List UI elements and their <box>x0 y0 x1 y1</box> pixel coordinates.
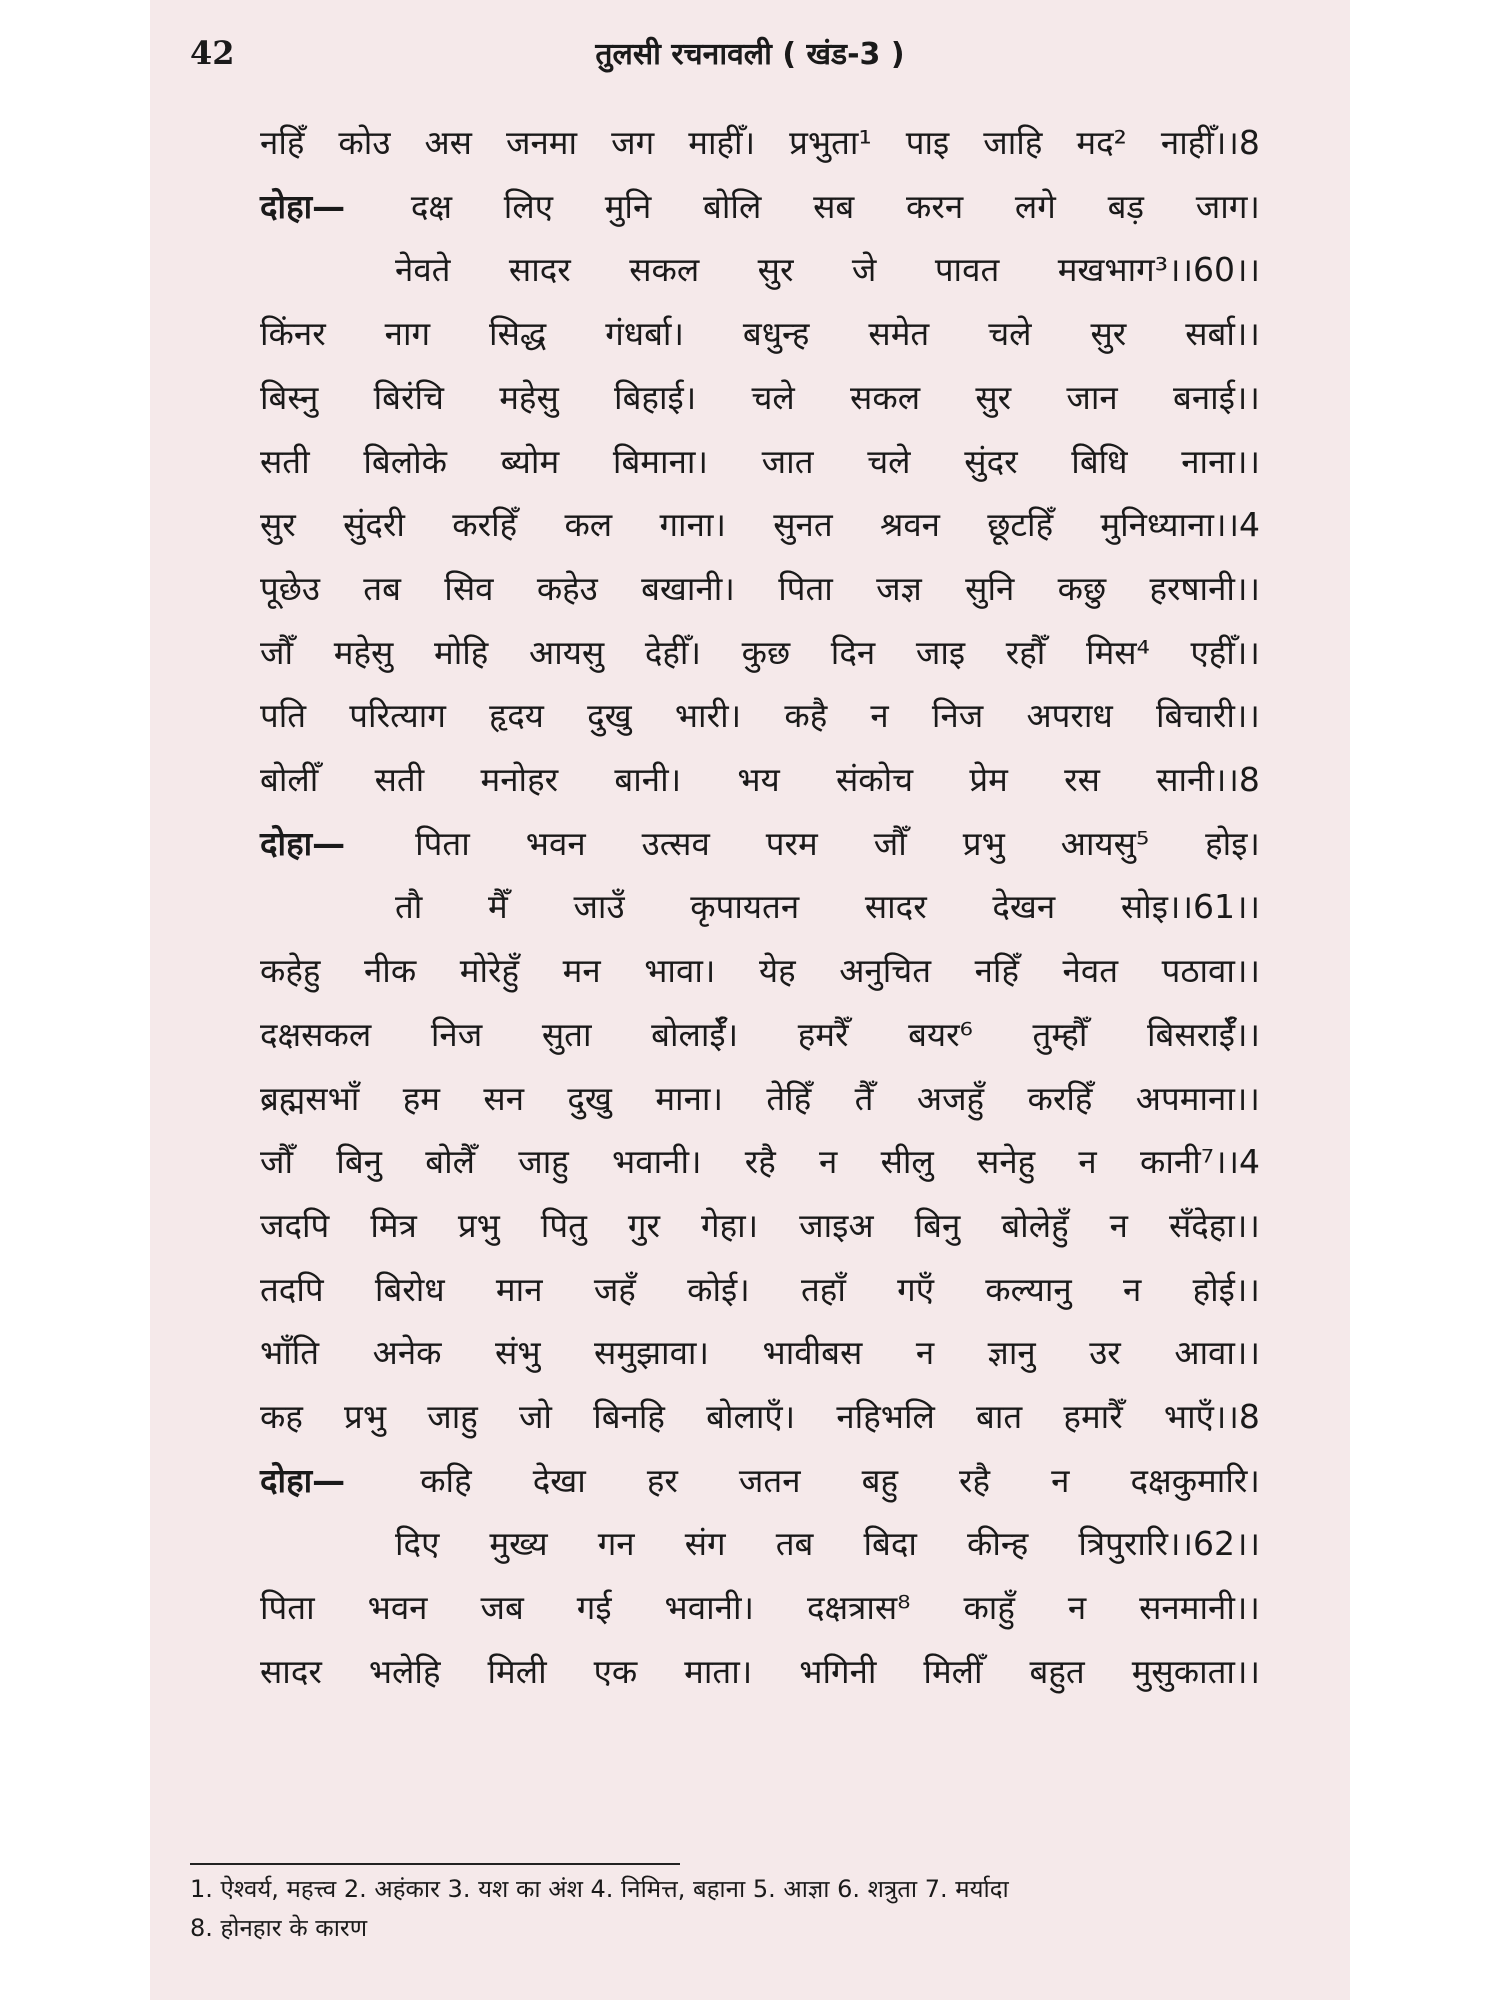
verse-line <box>260 941 1260 1001</box>
verse-word: देहीँ। <box>644 632 701 672</box>
verse-word: एहीँ।। <box>1190 632 1260 672</box>
page-header <box>190 28 1310 88</box>
verse-word: अपमाना।। <box>1135 1078 1260 1118</box>
verse-word: न <box>1078 1142 1097 1182</box>
verse-line <box>260 368 1260 428</box>
verse-word: जाइ <box>915 632 966 672</box>
verse-word: अजहुँ <box>916 1078 985 1118</box>
verse-word: सुंदरी <box>343 505 405 545</box>
verse-word: नेवत <box>1062 951 1119 991</box>
verse-word: दक्ष <box>410 186 453 226</box>
verse-word: भय <box>737 760 780 799</box>
verse-word: बात <box>976 1397 1023 1436</box>
verse-line <box>260 1132 1260 1192</box>
verse-word: महेसु <box>333 632 394 672</box>
verse-word: गुर <box>627 1205 660 1245</box>
verse-word: प्रेम <box>969 760 1008 799</box>
verse-word: भवानी। <box>612 1142 702 1182</box>
verse-word: दक्षसकल <box>260 1014 372 1054</box>
verse-word: अस <box>424 123 472 162</box>
doha-label: दोहा— <box>260 1460 346 1500</box>
verse-word: मान <box>495 1269 543 1309</box>
verse-word: सती <box>374 760 425 799</box>
verse-word: जतन <box>738 1460 801 1500</box>
verse-word: जौँ <box>260 1142 294 1182</box>
verse-word: गन <box>597 1524 635 1564</box>
doha-line <box>260 177 1260 237</box>
verse-word: ब्योम <box>500 441 560 481</box>
verse-word: आयसु <box>529 632 605 672</box>
verse-word: जान <box>1066 377 1118 417</box>
verse-word: निज <box>430 1014 483 1054</box>
verse-word: जात <box>761 441 814 481</box>
verse-word: उर <box>1089 1333 1121 1373</box>
verse-line <box>260 113 1260 173</box>
verse-word: चले <box>988 314 1032 354</box>
verse-word: सिव <box>444 568 494 608</box>
verse-word: न <box>819 1142 838 1182</box>
verse-word: मनोहर <box>480 760 559 799</box>
verse-word: पठावा।। <box>1161 951 1260 991</box>
verse-word: सती <box>260 441 310 481</box>
doha-second-line <box>260 877 1260 937</box>
doha-second-line <box>260 1514 1260 1574</box>
verse-word: समुझावा। <box>594 1333 709 1373</box>
verse-word: सुंदर <box>964 441 1018 481</box>
verse-word: तब <box>775 1524 814 1564</box>
verse-word: जो <box>518 1397 552 1436</box>
doha-line <box>260 1451 1260 1511</box>
verse-word: सँदेहा।। <box>1168 1205 1260 1245</box>
verse-word: गएँ <box>897 1269 934 1309</box>
verse-word: होई।। <box>1192 1269 1260 1309</box>
verse-line <box>260 559 1260 619</box>
verse-word: भवन <box>367 1588 428 1628</box>
verse-word: नाग <box>384 314 431 354</box>
verse-word: कहै <box>784 696 828 736</box>
page-number: 42 <box>190 34 235 72</box>
verse-word: तहाँ <box>801 1269 846 1309</box>
verse-word: बिरंचि <box>373 377 444 417</box>
verse-word: नहिँ <box>974 951 1019 991</box>
verse-word: ज्ञानु <box>987 1333 1036 1373</box>
verse-word: मोरेहुँ <box>459 951 520 991</box>
verse-word: पिता <box>260 1588 315 1628</box>
verse-word: सिद्ध <box>489 314 547 354</box>
verse-word: सकल <box>850 377 921 417</box>
verse-word: निज <box>931 696 984 736</box>
verse-word: मुसुकाता।। <box>1131 1651 1260 1691</box>
verse-word: तदपि <box>260 1269 324 1309</box>
verse-word: परम <box>765 823 818 863</box>
verse-line <box>260 1578 1260 1638</box>
verse-word: देखा <box>532 1460 586 1500</box>
verse-word: हमरैँ <box>797 1014 849 1054</box>
verse-word: सर्बा।। <box>1185 314 1260 354</box>
verse-word: मुनि <box>604 186 652 226</box>
verse-word: जाइअ <box>799 1205 874 1245</box>
verse-word: सादर <box>260 1651 322 1691</box>
verse-word: सकल <box>629 250 700 290</box>
verse-word: पिता <box>778 568 833 608</box>
verse-word: जाहि <box>983 123 1043 162</box>
verse-line <box>260 750 1260 810</box>
verse-word: जाहु <box>427 1397 478 1436</box>
verse-word: लगे <box>1014 186 1056 226</box>
verse-word: जे <box>851 250 877 290</box>
verse-word: बोलैँ <box>425 1142 475 1182</box>
verse-line <box>260 686 1260 746</box>
verse-line <box>260 1260 1260 1320</box>
verse-word: न <box>1051 1460 1070 1500</box>
verse-word: सोइ।।61।। <box>1120 887 1260 927</box>
verse-word: मोहि <box>433 632 489 672</box>
footnote-line: 8. होनहार के कारण <box>190 1914 368 1942</box>
doha-line <box>260 814 1260 874</box>
verse-word: बिनु <box>336 1142 382 1182</box>
verse-word: अनेक <box>372 1333 442 1373</box>
verse-word: न <box>870 696 889 736</box>
verse-line <box>260 623 1260 683</box>
verse-line <box>260 432 1260 492</box>
verse-word: बखानी। <box>641 568 735 608</box>
verse-word: बिनहि <box>593 1397 665 1436</box>
verse-word: सुनि <box>965 568 1015 608</box>
verse-word: बहु <box>861 1460 898 1500</box>
verse-word: मिलीँ <box>923 1651 983 1691</box>
verse-word: परित्याग <box>349 696 446 736</box>
verse-word: प्रभुता¹ <box>789 123 872 162</box>
verse-word: कल्यानु <box>985 1269 1072 1309</box>
verse-word: आयसु⁵ <box>1060 823 1150 863</box>
verse-word: सादर <box>864 887 927 927</box>
verse-word: नाना।। <box>1181 441 1260 481</box>
running-title: तुलसी रचनावली ( खंड-3 ) <box>595 37 905 72</box>
verse-word: बिचारी।। <box>1155 696 1260 736</box>
verse-word: सानी।।8 <box>1156 760 1260 799</box>
verse-word: करहिँ <box>452 505 518 545</box>
verse-word: देखन <box>992 887 1056 927</box>
verse-word: बिधि <box>1071 441 1128 481</box>
verse-word: जदपि <box>260 1205 330 1245</box>
verse-word: कहेउ <box>536 568 598 608</box>
verse-word: कोउ <box>338 123 391 162</box>
verse-word: नहिभलि <box>836 1397 935 1436</box>
verse-word: भवानी। <box>664 1588 755 1628</box>
verse-word: दुखु <box>567 1078 612 1118</box>
verse-word: सुर <box>1090 314 1127 354</box>
verse-word: पितु <box>540 1205 587 1245</box>
verse-word: बनाई।। <box>1173 377 1260 417</box>
verse-word: तेहिँ <box>766 1078 812 1118</box>
verse-word: किंनर <box>260 314 326 354</box>
verse-word: न <box>915 1333 935 1373</box>
verse-word: करन <box>905 186 964 226</box>
verse-word: मुख्य <box>489 1524 548 1564</box>
verse-word: मद² <box>1076 123 1127 162</box>
verse-word: दक्षकुमारि। <box>1130 1460 1260 1500</box>
verse-word: बिहाई। <box>614 377 697 417</box>
verse-word: बोलि <box>703 186 762 226</box>
verse-word: जज्ञ <box>876 568 922 608</box>
verse-word: नाहीँ।।8 <box>1160 123 1260 162</box>
verse-word: चले <box>867 441 911 481</box>
verse-word: पिता <box>415 823 470 863</box>
verse-word: प्रभु <box>457 1205 500 1245</box>
doha-label: दोहा— <box>260 823 346 863</box>
verse-word: तब <box>363 568 401 608</box>
verse-word: मैँ <box>488 887 508 927</box>
verse-word: जौँ <box>873 823 907 863</box>
verse-word: बिनु <box>914 1205 961 1245</box>
verse-word: तौ <box>395 887 423 927</box>
verse-word: ब्रह्मसभाँ <box>260 1078 360 1118</box>
verse-word: माना। <box>655 1078 723 1118</box>
verse-word: कुछ <box>741 632 791 672</box>
verse-word: कल <box>564 505 613 545</box>
verse-word: नीक <box>363 951 417 991</box>
verse-word: भाँति <box>260 1333 320 1373</box>
verse-word: सादर <box>508 250 571 290</box>
verse-word: कह <box>260 1397 303 1436</box>
verse-line <box>260 1069 1260 1129</box>
verse-word: पति <box>260 696 307 736</box>
verse-word: रहै <box>744 1142 776 1182</box>
verse-word: कानी⁷।।4 <box>1139 1142 1260 1182</box>
verse-word: पावत <box>934 250 1000 290</box>
verse-word: बधुन्ह <box>742 314 810 354</box>
verse-word: बोलाएँ। <box>706 1397 796 1436</box>
verse-word: कहेहु <box>260 951 321 991</box>
verse-word: माता। <box>684 1651 753 1691</box>
verse-word: मिली <box>487 1651 547 1691</box>
verse-word: हृदय <box>489 696 544 736</box>
verse-word: नेवते <box>395 250 451 290</box>
verse-word: सुर <box>757 250 794 290</box>
verse-word: बयर⁶ <box>908 1014 973 1054</box>
verse-word: एक <box>593 1651 638 1691</box>
verse-line <box>260 304 1260 364</box>
verse-word: सुनत <box>773 505 833 545</box>
verse-word: बड़ <box>1107 186 1145 226</box>
verse-word: भाएँ।।8 <box>1163 1397 1260 1436</box>
verse-word: जाउँ <box>573 887 625 927</box>
verse-word: उत्सव <box>641 823 710 863</box>
verse-word: बिदा <box>863 1524 917 1564</box>
verse-word: सुता <box>541 1014 592 1054</box>
verse-word: जब <box>480 1588 524 1628</box>
verse-word: भगिनी <box>799 1651 877 1691</box>
verse-word: लिए <box>503 186 553 226</box>
verse-word: सन <box>483 1078 525 1118</box>
verse-word: बोलीँ <box>260 760 319 799</box>
verse-word: न <box>1109 1205 1128 1245</box>
verse-word: जाग। <box>1195 186 1260 226</box>
verse-word: सुर <box>260 505 296 545</box>
verse-line <box>260 1387 1260 1447</box>
verse-line <box>260 495 1260 555</box>
verse-word: बिसराईँ।। <box>1147 1014 1260 1054</box>
verse-word: पाइ <box>905 123 950 162</box>
verse-word: बिमाना। <box>612 441 708 481</box>
verse-word: जाहु <box>518 1142 569 1182</box>
verse-word: प्रभु <box>962 823 1005 863</box>
verse-word: बिस्नु <box>260 377 319 417</box>
doha-second-line <box>260 240 1260 300</box>
verse-word: येह <box>758 951 796 991</box>
verse-word: हर <box>646 1460 678 1500</box>
verse-word: तुम्हौँ <box>1032 1014 1088 1054</box>
verse-word: रस <box>1064 760 1100 799</box>
verse-word: भावीबस <box>762 1333 863 1373</box>
verse-word: बानी। <box>614 760 682 799</box>
verse-word: गाना। <box>659 505 726 545</box>
verse-line <box>260 1005 1260 1065</box>
verse-word: प्रभु <box>344 1397 387 1436</box>
verse-word: रहै <box>959 1460 991 1500</box>
verse-word: सनमानी।। <box>1139 1588 1260 1628</box>
verse-word: हम <box>402 1078 440 1118</box>
verse-word: न <box>1123 1269 1142 1309</box>
verse-word: गंधर्बा। <box>605 314 684 354</box>
verse-word: भवन <box>525 823 586 863</box>
verse-word: आवा।। <box>1174 1333 1260 1373</box>
verse-word: बोलेहुँ <box>1001 1205 1069 1245</box>
verse-word: रहौँ <box>1005 632 1046 672</box>
verse-word: सब <box>813 186 855 226</box>
verse-word: काहुँ <box>963 1588 1015 1628</box>
verse-word: जहँ <box>593 1269 636 1309</box>
verse-word: होइ। <box>1205 823 1260 863</box>
footnote-line: 1. ऐश्वर्य, महत्त्व 2. अहंकार 3. यश का अंश 4. निमित्त, बहाना 5. आज्ञा 6. शत्रुता 7. मर्यादा <box>190 1875 1009 1903</box>
verse-word: जौँ <box>260 632 294 672</box>
verse-word: श्रवन <box>879 505 940 545</box>
verse-word: गेहा। <box>700 1205 759 1245</box>
verse-word: जनमा <box>506 123 578 162</box>
verse-word: महेसु <box>499 377 559 417</box>
verse-word: भारी। <box>674 696 742 736</box>
verse-word: बिलोके <box>363 441 448 481</box>
verse-word: छूटहिँ <box>987 505 1054 545</box>
verse-word: भावा। <box>644 951 716 991</box>
verse-word: सीलु <box>880 1142 934 1182</box>
verse-word: कछु <box>1057 568 1107 608</box>
verse-word: कृपायतन <box>690 887 800 927</box>
verse-word: कीन्ह <box>967 1524 1029 1564</box>
verse-word: हमारैँ <box>1063 1397 1123 1436</box>
verse-word: माहीँ। <box>688 123 756 162</box>
verse-word: मखभाग³।।60।। <box>1057 250 1260 290</box>
verse-word: सुर <box>975 377 1012 417</box>
verse-word: मित्र <box>370 1205 417 1245</box>
verse-word: दिन <box>830 632 876 672</box>
verse-word: जग <box>611 123 655 162</box>
verse-word: मन <box>562 951 601 991</box>
verse-word: संग <box>684 1524 726 1564</box>
verse-word: मिस⁴ <box>1086 632 1150 672</box>
verse-word: चले <box>751 377 795 417</box>
footnote-divider <box>190 1863 680 1865</box>
verse-word: समेत <box>868 314 930 354</box>
verse-word: कहि <box>420 1460 472 1500</box>
verse-line <box>260 1323 1260 1383</box>
verse-word: तैँ <box>854 1078 874 1118</box>
verse-word: गई <box>576 1588 612 1628</box>
verse-word: अपराध <box>1026 696 1113 736</box>
verse-word: पूछेउ <box>260 568 320 608</box>
verse-word: न <box>1067 1588 1087 1628</box>
verse-line <box>260 1642 1260 1702</box>
verse-word: संभु <box>495 1333 541 1373</box>
verse-word: कोई। <box>687 1269 750 1309</box>
verse-word: करहिँ <box>1027 1078 1093 1118</box>
verse-word: हरषानी।। <box>1149 568 1260 608</box>
verse-word: बोलाईँ। <box>651 1014 739 1054</box>
verse-word: त्रिपुरारि।।62।। <box>1078 1524 1260 1564</box>
doha-label: दोहा— <box>260 186 346 226</box>
verse-word: दक्षत्रास⁸ <box>806 1588 911 1628</box>
verse-word: मुनिध्याना।।4 <box>1100 505 1260 545</box>
verse-word: अनुचित <box>839 951 932 991</box>
verse-word: बिरोध <box>374 1269 445 1309</box>
verse-word: सनेहु <box>977 1142 1036 1182</box>
verse-line <box>260 1196 1260 1256</box>
verse-word: दिए <box>395 1524 440 1564</box>
book-page <box>150 0 1350 2000</box>
verse-word: बहुत <box>1029 1651 1085 1691</box>
verse-word: संकोच <box>835 760 914 799</box>
verse-word: भलेहि <box>368 1651 441 1691</box>
verse-word: दुखु <box>587 696 632 736</box>
verse-word: नहिँ <box>260 123 305 162</box>
